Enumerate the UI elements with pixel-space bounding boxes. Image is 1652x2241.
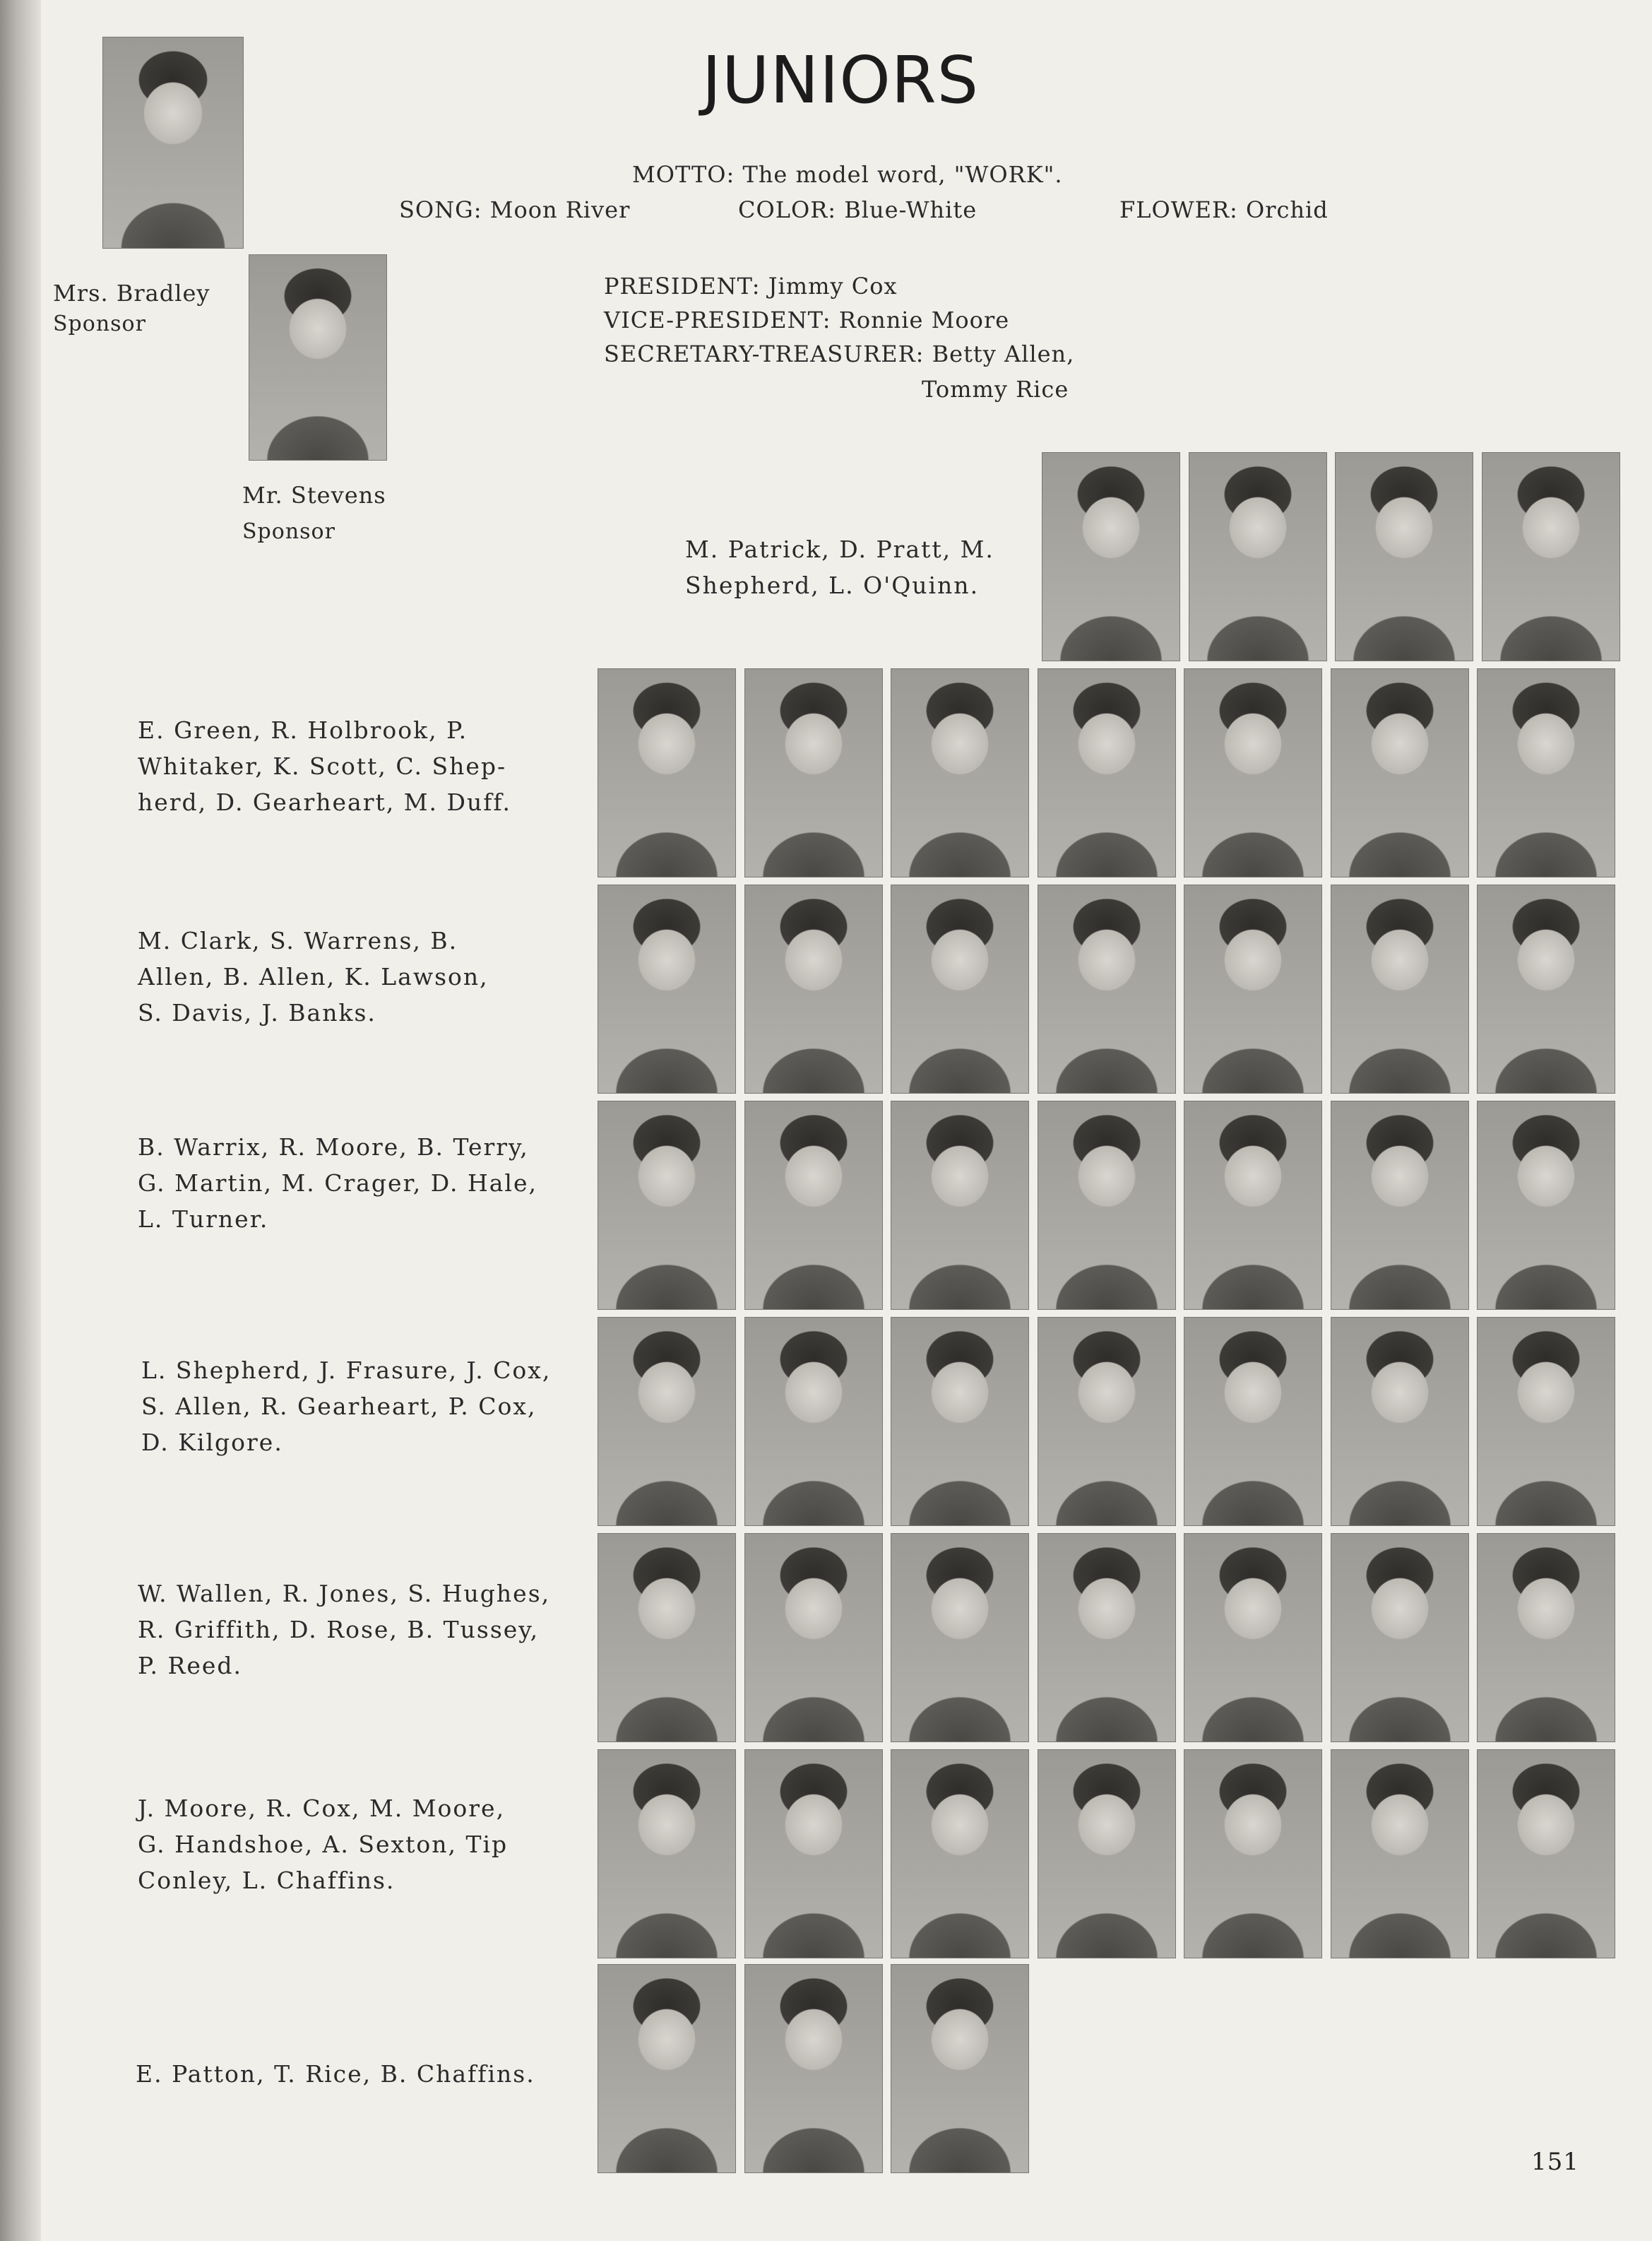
row-4-caption (138, 1129, 561, 1237)
sponsor-photo-stevens (249, 254, 387, 461)
student-portrait (891, 885, 1029, 1094)
row-5-caption-line: D. Kilgore. (141, 1429, 283, 1456)
page-binding-shadow (0, 0, 41, 2241)
student-portrait (1038, 668, 1176, 877)
student-portrait (1335, 452, 1473, 661)
student-portrait (1477, 668, 1615, 877)
student-portrait (891, 668, 1029, 877)
row-2-caption-line: E. Green, R. Holbrook, P. (138, 716, 468, 744)
row-1-caption-line: Shepherd, L. O'Quinn. (685, 572, 980, 599)
row-4-caption-line: B. Warrix, R. Moore, B. Terry, (138, 1133, 529, 1161)
flower-text: FLOWER: Orchid (1119, 196, 1329, 223)
row-7-caption (138, 1790, 561, 1898)
row-7-caption-line: G. Handshoe, A. Sexton, Tip (138, 1831, 509, 1858)
student-portrait (1477, 1749, 1615, 1958)
row-5-caption-line: S. Allen, R. Gearheart, P. Cox, (141, 1393, 537, 1420)
student-portrait (598, 1533, 736, 1742)
student-portrait (891, 1964, 1029, 2173)
student-portrait (1038, 885, 1176, 1094)
row-3-caption-line: Allen, B. Allen, K. Lawson, (138, 963, 489, 991)
secretary-treasurer-text-2: Tommy Rice (922, 376, 1069, 403)
student-portrait (744, 1317, 883, 1526)
student-portrait (744, 1101, 883, 1310)
student-portrait (891, 1317, 1029, 1526)
sponsor-role-bradley: Sponsor (53, 312, 146, 336)
row-5-caption-line: L. Shepherd, J. Frasure, J. Cox, (141, 1356, 552, 1384)
row-6-caption-line: R. Griffith, D. Rose, B. Tussey, (138, 1616, 540, 1643)
student-portrait (1184, 1749, 1322, 1958)
student-portrait (1184, 668, 1322, 877)
row-1-caption-line: M. Patrick, D. Pratt, M. (685, 536, 994, 563)
student-portrait (1331, 1749, 1469, 1958)
row-6-caption (138, 1575, 561, 1684)
student-portrait (1184, 1317, 1322, 1526)
student-portrait (1038, 1533, 1176, 1742)
student-portrait (598, 1749, 736, 1958)
student-portrait (1477, 885, 1615, 1094)
student-portrait (598, 885, 736, 1094)
page-title: JUNIORS (701, 42, 980, 118)
student-portrait (744, 1749, 883, 1958)
student-portrait (1042, 452, 1180, 661)
student-portrait (744, 1964, 883, 2173)
student-portrait (744, 1533, 883, 1742)
student-portrait (1331, 1533, 1469, 1742)
sponsor-photo-bradley (102, 37, 244, 249)
sponsor-name-bradley: Mrs. Bradley (53, 280, 210, 307)
row-8-caption-line: E. Patton, T. Rice, B. Chaffins. (136, 2060, 535, 2088)
row-7-caption-line: J. Moore, R. Cox, M. Moore, (138, 1794, 506, 1822)
student-portrait (1331, 885, 1469, 1094)
row-2-caption-line: Whitaker, K. Scott, C. Shep- (138, 752, 507, 780)
row-3-caption-line: S. Davis, J. Banks. (138, 999, 376, 1027)
student-portrait (598, 1317, 736, 1526)
student-portrait (1038, 1101, 1176, 1310)
page-number: 151 (1531, 2148, 1579, 2176)
president-text: PRESIDENT: Jimmy Cox (604, 273, 898, 300)
sponsor-role-stevens: Sponsor (242, 519, 335, 544)
student-portrait (1331, 1101, 1469, 1310)
student-portrait (891, 1533, 1029, 1742)
color-text: COLOR: Blue-White (738, 196, 977, 223)
row-8-caption (136, 2056, 559, 2092)
row-4-caption-line: L. Turner. (138, 1205, 269, 1233)
row-3-caption (138, 923, 561, 1031)
song-text: SONG: Moon River (399, 196, 631, 223)
row-5-caption (141, 1352, 565, 1460)
student-portrait (891, 1101, 1029, 1310)
row-2-caption-line: herd, D. Gearheart, M. Duff. (138, 788, 511, 816)
row-6-caption-line: W. Wallen, R. Jones, S. Hughes, (138, 1580, 551, 1607)
student-portrait (1477, 1317, 1615, 1526)
row-4-caption-line: G. Martin, M. Crager, D. Hale, (138, 1169, 537, 1197)
student-portrait (1184, 885, 1322, 1094)
student-portrait (598, 668, 736, 877)
student-portrait (1184, 1533, 1322, 1742)
student-portrait (1331, 1317, 1469, 1526)
student-portrait (1477, 1101, 1615, 1310)
row-6-caption-line: P. Reed. (138, 1652, 243, 1679)
sponsor-name-stevens: Mr. Stevens (242, 482, 386, 509)
student-portrait (1038, 1749, 1176, 1958)
student-portrait (598, 1101, 736, 1310)
secretary-treasurer-text: SECRETARY-TREASURER: Betty Allen, (604, 341, 1075, 367)
student-portrait (744, 885, 883, 1094)
student-portrait (1477, 1533, 1615, 1742)
student-portrait (1189, 452, 1327, 661)
student-portrait (598, 1964, 736, 2173)
row-3-caption-line: M. Clark, S. Warrens, B. (138, 927, 458, 954)
motto-text: MOTTO: The model word, "WORK". (632, 161, 1063, 188)
row-2-caption (138, 712, 561, 820)
student-portrait (891, 1749, 1029, 1958)
student-portrait (1482, 452, 1620, 661)
vice-president-text: VICE-PRESIDENT: Ronnie Moore (604, 307, 1010, 333)
row-7-caption-line: Conley, L. Chaffins. (138, 1867, 396, 1894)
student-portrait (1331, 668, 1469, 877)
student-portrait (744, 668, 883, 877)
student-portrait (1038, 1317, 1176, 1526)
student-portrait (1184, 1101, 1322, 1310)
